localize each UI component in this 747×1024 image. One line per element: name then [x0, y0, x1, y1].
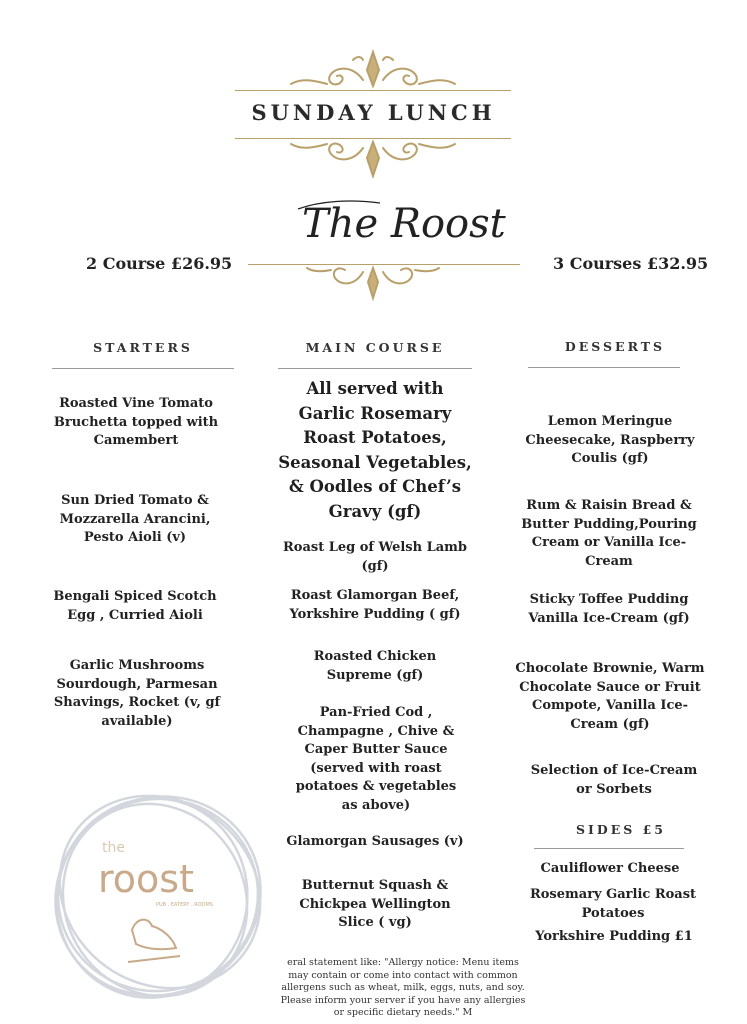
- price-ornament: [303, 262, 443, 302]
- side-item: Yorkshire Pudding £1: [535, 929, 693, 944]
- title-ornament: [283, 140, 463, 180]
- main-item: Glamorgan Sausages (v): [286, 834, 464, 849]
- starter-item: Roasted Vine Tomato Bruchetta topped with Camembert: [53, 396, 219, 448]
- dessert-item: Lemon Meringue Cheesecake, Raspberry Coulis (gf): [525, 414, 695, 466]
- side-item: Cauliflower Cheese: [540, 861, 680, 876]
- starter-item: Sun Dried Tomato & Mozzarella Arancini, Pesto Aioli (v): [59, 493, 211, 545]
- price-three-course: 3 Courses £32.95: [553, 254, 709, 273]
- dessert-item: Rum & Raisin Bread & Butter Pudding,Pouring Cream or Vanilla Ice-Cream: [521, 498, 697, 569]
- price-two-course: 2 Course £26.95: [86, 254, 233, 273]
- logo-tagline: PUB . EATERY . ROOMS: [156, 902, 214, 908]
- roost-circle-logo: [40, 780, 275, 1010]
- allergy-notice: eral statement like: "Allergy notice: Menu items may contain or come into contact with common allergens such as wheat, milk, eggs, nuts, and soy. Please inform your server if you have any allergies or specific dietary needs." M: [280, 957, 526, 1018]
- main-item: Butternut Squash & Chickpea Wellington Slice ( vg): [299, 878, 451, 930]
- sides-rule: [534, 848, 684, 849]
- starter-item: Garlic Mushrooms Sourdough, Parmesan Shavings, Rocket (v, gf available): [53, 658, 221, 729]
- dessert-item: Sticky Toffee Pudding Vanilla Ice-Cream (gf): [528, 592, 690, 626]
- logo-small-word: the: [102, 840, 125, 856]
- starter-item: Bengali Spiced Scotch Egg , Curried Aioli: [53, 589, 217, 623]
- main-item: Pan-Fried Cod , Champagne , Chive & Caper Butter Sauce (served with roast potatoes & vegetables as above): [295, 705, 457, 813]
- main-course-rule: [278, 368, 472, 369]
- main-course-intro: All served with Garlic Rosemary Roast Potatoes, Seasonal Vegetables, & Oodles of Chef’s Gravy (gf): [278, 379, 472, 521]
- logo-word: roost: [98, 857, 194, 901]
- top-ornament: [283, 48, 463, 93]
- dessert-item: Selection of Ice-Cream or Sorbets: [530, 763, 698, 797]
- main-item: Roast Leg of Welsh Lamb (gf): [282, 540, 468, 574]
- starters-heading: STARTERS: [93, 340, 193, 355]
- desserts-rule: [528, 367, 680, 368]
- side-item: Rosemary Garlic Roast Potatoes: [529, 887, 697, 921]
- main-course-heading: MAIN COURSE: [305, 340, 445, 355]
- sides-heading: SIDES £5: [575, 822, 666, 837]
- main-item: Roasted Chicken Supreme (gf): [313, 649, 437, 683]
- starters-rule: [52, 368, 234, 369]
- title-bottom-rule: [235, 138, 511, 139]
- page-title: SUNDAY LUNCH: [251, 100, 496, 125]
- main-item: Roast Glamorgan Beef, Yorkshire Pudding ( gf): [289, 588, 461, 622]
- script-logo-text: The Roost: [302, 201, 506, 247]
- title-top-rule: [235, 90, 511, 91]
- the-roost-script-logo: [290, 187, 506, 257]
- bird-icon: [132, 920, 176, 950]
- dessert-item: Chocolate Brownie, Warm Chocolate Sauce or Fruit Compote, Vanilla Ice-Cream (gf): [515, 661, 705, 732]
- desserts-heading: DESSERTS: [564, 339, 666, 354]
